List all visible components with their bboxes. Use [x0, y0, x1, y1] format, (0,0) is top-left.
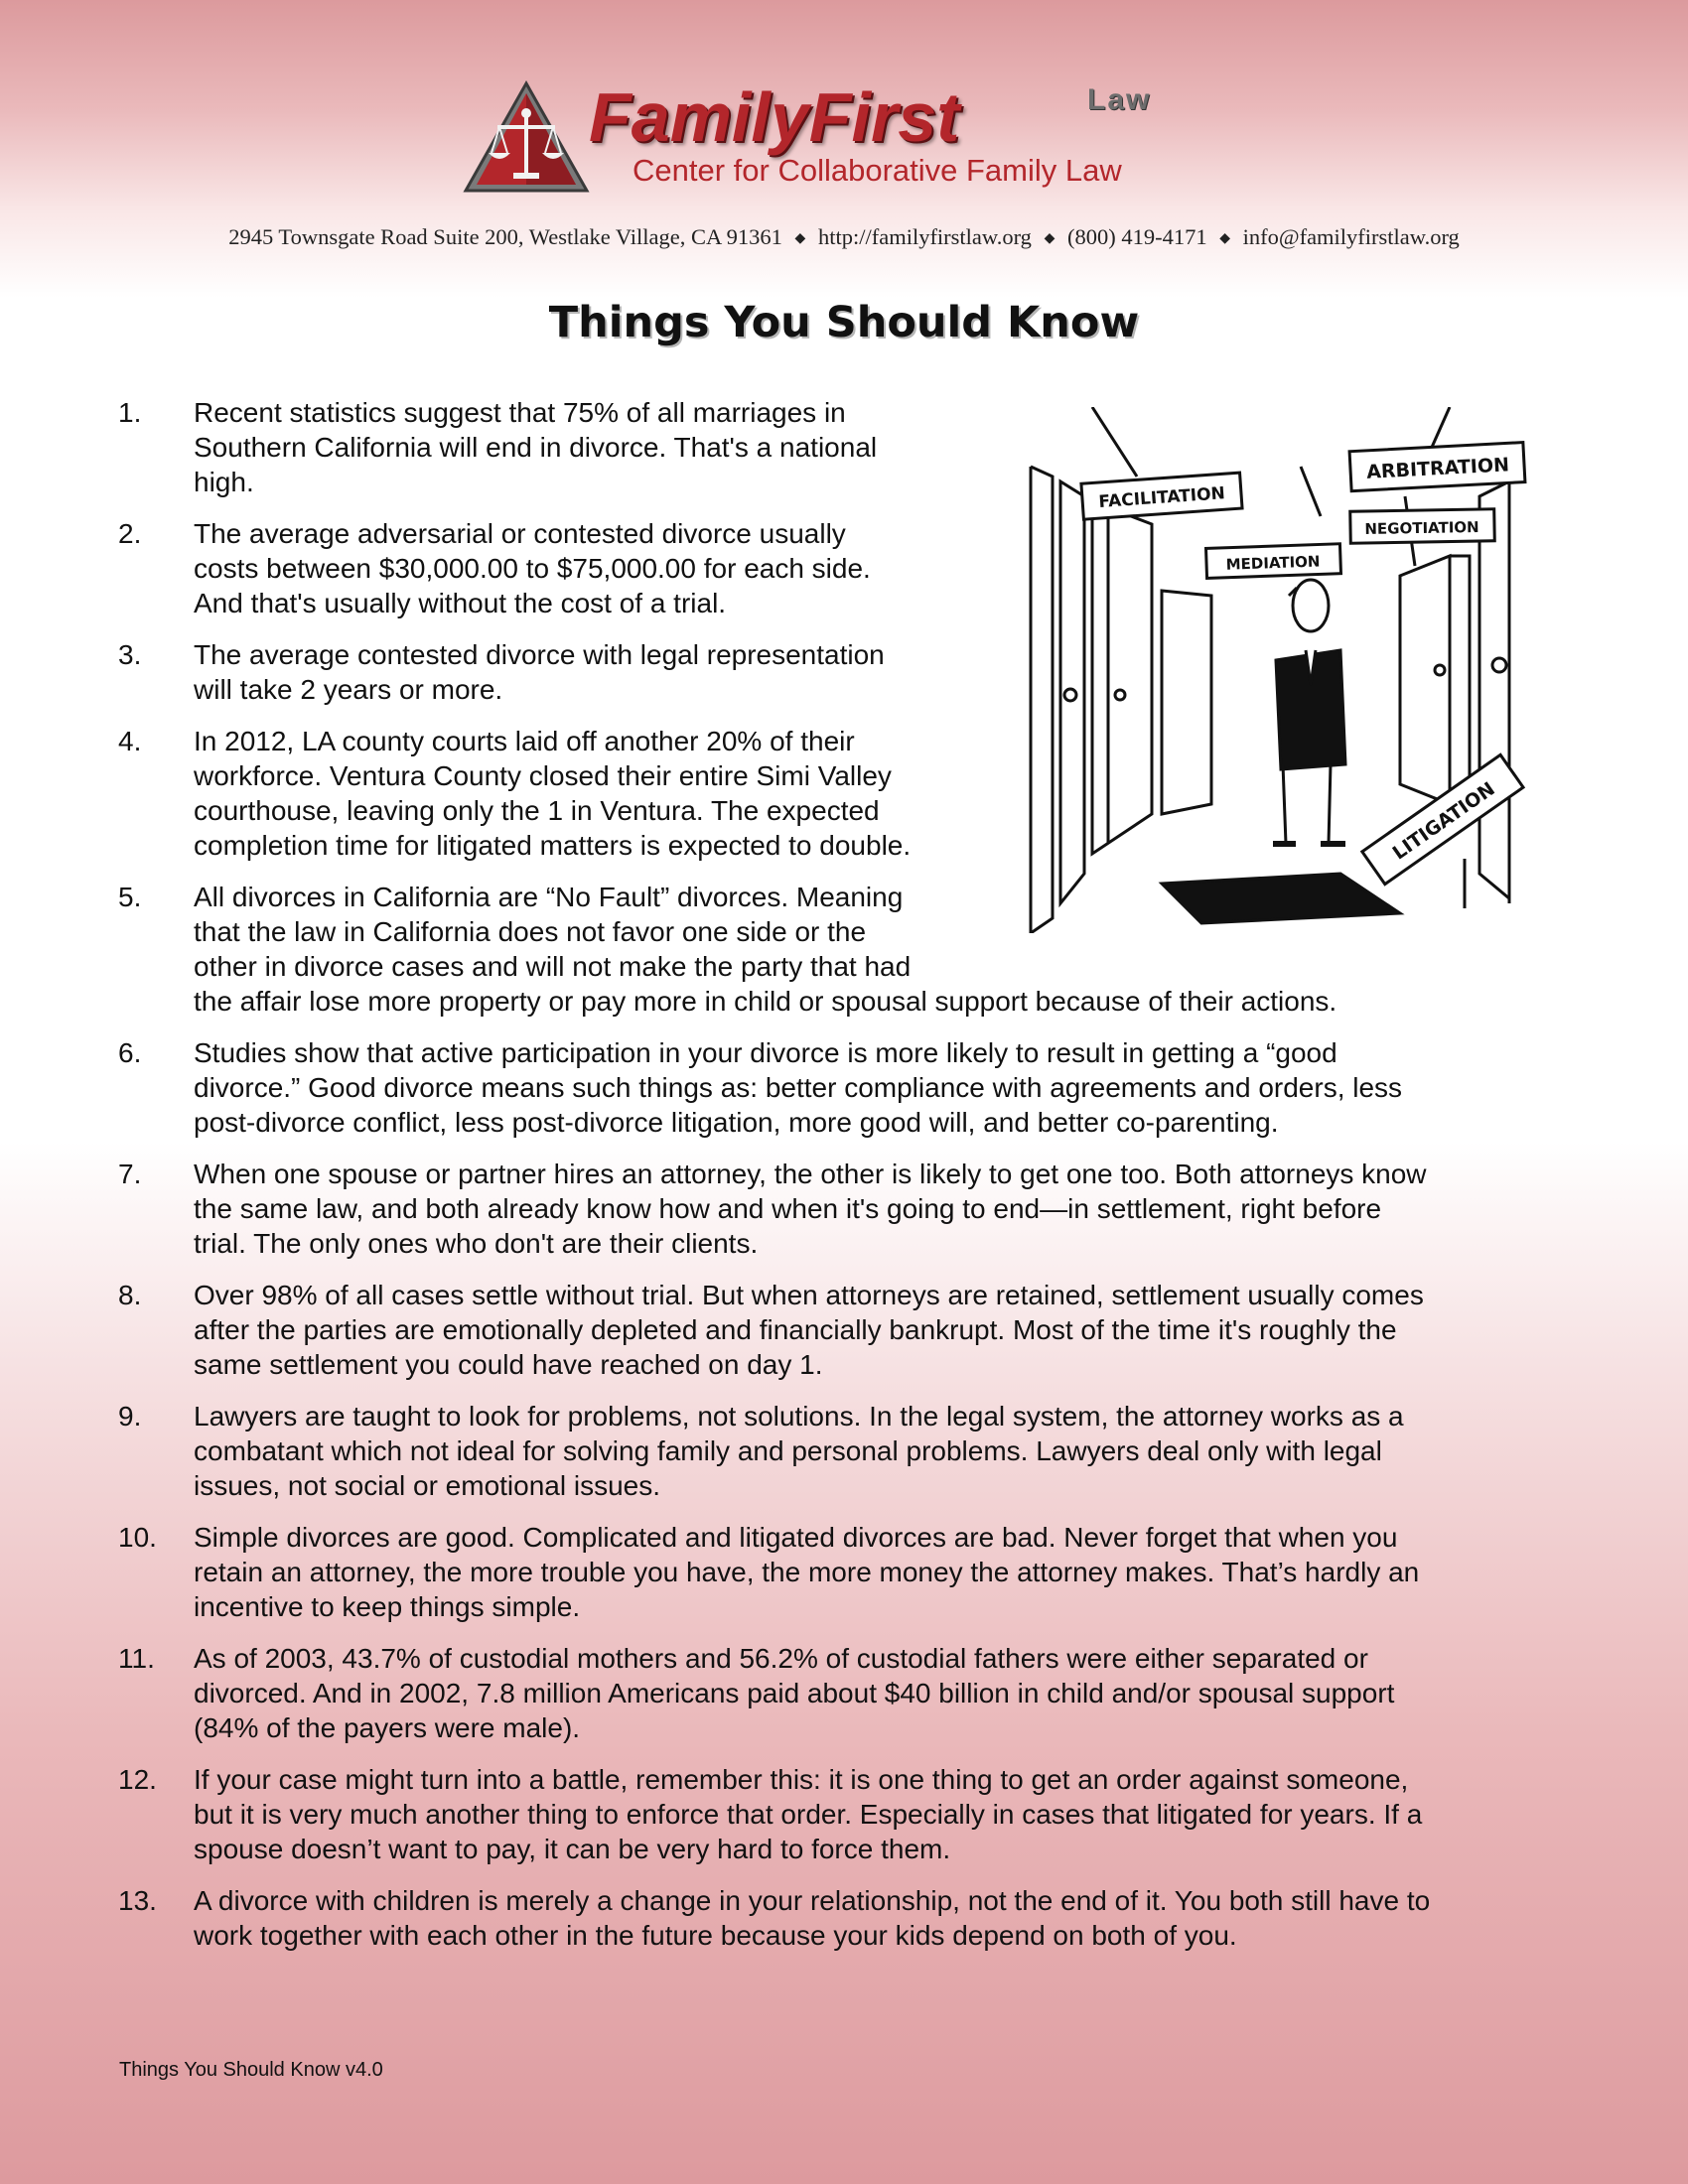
- item-number: 4.: [118, 726, 142, 756]
- item-line: completion time for litigated matters is expected to double.: [194, 830, 912, 861]
- item-line: retain an attorney, the more trouble you have, the more money the attorney makes. That’s hardly an: [194, 1557, 1420, 1587]
- item-line: As of 2003, 43.7% of custodial mothers and 56.2% of custodial fathers were either separated or: [194, 1643, 1368, 1674]
- item-line: will take 2 years or more.: [194, 674, 503, 705]
- item-line: incentive to keep things simple.: [194, 1591, 581, 1622]
- item-line: the same law, and both already know how and when it's going to end—in settlement, right before: [194, 1193, 1382, 1224]
- page-title: Things You Should Know: [548, 298, 1140, 347]
- item-number: 11.: [118, 1643, 155, 1674]
- item-text: [194, 1641, 1394, 1745]
- item-line: same settlement you could have reached on day 1.: [194, 1349, 823, 1380]
- item-text: [194, 637, 885, 707]
- item-line: When one spouse or partner hires an attorney, the other is likely to get one too. Both attorneys know: [194, 1159, 1427, 1189]
- sign-mediation: MEDIATION: [1225, 552, 1321, 574]
- item-line: Simple divorces are good. Complicated and litigated divorces are bad. Never forget that when you: [194, 1522, 1398, 1553]
- item-number: 12.: [118, 1764, 157, 1795]
- item-number: 6.: [118, 1037, 142, 1068]
- item-line: workforce. Ventura County closed their entire Simi Valley: [194, 760, 892, 791]
- email-link[interactable]: info@familyfirstlaw.org: [1242, 224, 1460, 249]
- item-line: the affair lose more property or pay more in child or spousal support because of their actions.: [194, 986, 1337, 1017]
- website-link[interactable]: http://familyfirstlaw.org: [817, 224, 1032, 249]
- item-line: other in divorce cases and will not make the party that had: [194, 951, 912, 982]
- brand-name: FamilyFirst: [589, 78, 960, 156]
- separator-icon: ◆: [1044, 231, 1055, 246]
- separator-icon: ◆: [794, 231, 806, 246]
- item-text: [194, 516, 871, 620]
- item-number: 8.: [118, 1280, 142, 1310]
- item-number: 2.: [118, 518, 142, 549]
- item-line: In 2012, LA county courts laid off another 20% of their: [194, 726, 855, 756]
- item-number: 10.: [118, 1522, 157, 1553]
- tagline: Center for Collaborative Family Law: [633, 153, 1122, 188]
- item-text: [194, 724, 911, 863]
- sign-litigation: LITIGATION: [1388, 777, 1499, 865]
- item-line: The average contested divorce with legal representation: [194, 639, 885, 670]
- item-line: All divorces in California are “No Fault” divorces. Meaning: [194, 882, 904, 912]
- item-line: spouse doesn’t want to pay, it can be very hard to force them.: [194, 1834, 951, 1864]
- separator-icon: ◆: [1219, 231, 1230, 246]
- item-line: courthouse, leaving only the 1 in Ventura. The expected: [194, 795, 880, 826]
- item-number: 3.: [118, 639, 142, 670]
- phone-number: (800) 419-4171: [1066, 224, 1207, 249]
- item-number: 13.: [118, 1885, 157, 1916]
- item-text: [194, 1520, 1419, 1624]
- scales-of-justice-logo-icon: [462, 79, 591, 197]
- item-line: (84% of the payers were male).: [194, 1712, 581, 1743]
- item-line: Recent statistics suggest that 75% of all marriages in: [194, 397, 846, 428]
- item-text: [194, 395, 877, 499]
- item-text: [194, 1278, 1424, 1382]
- item-text: [194, 1762, 1422, 1866]
- item-line: but it is very much another thing to enforce that order. Especially in cases that litigated for years. If a: [194, 1799, 1423, 1830]
- item-line: Southern California will end in divorce. That's a national: [194, 432, 878, 463]
- item-number: 5.: [118, 882, 142, 912]
- item-number: 9.: [118, 1401, 142, 1432]
- item-line: And that's usually without the cost of a trial.: [194, 588, 727, 618]
- item-text: [194, 1399, 1404, 1503]
- item-line: work together with each other in the future because your kids depend on both of you.: [194, 1920, 1237, 1951]
- item-text: [194, 1157, 1427, 1261]
- contact-line: [0, 224, 1688, 250]
- item-text: [194, 1883, 1430, 1953]
- item-number: 7.: [118, 1159, 142, 1189]
- item-line: combatant which not ideal for solving family and personal problems. Lawyers deal only with legal: [194, 1435, 1382, 1466]
- item-line: The average adversarial or contested divorce usually: [194, 518, 846, 549]
- item-line: high.: [194, 467, 254, 497]
- sign-facilitation: FACILITATION: [1097, 483, 1226, 513]
- item-line: after the parties are emotionally depleted and financially bankrupt. Most of the time it's roughly the: [194, 1314, 1397, 1345]
- item-line: Over 98% of all cases settle without trial. But when attorneys are retained, settlement usually comes: [194, 1280, 1424, 1310]
- sign-negotiation: NEGOTIATION: [1364, 517, 1479, 539]
- item-line: If your case might turn into a battle, remember this: it is one thing to get an order against someone,: [194, 1764, 1409, 1795]
- logo: [462, 79, 1216, 199]
- item-line: Lawyers are taught to look for problems, not solutions. In the legal system, the attorney works as a: [194, 1401, 1404, 1432]
- sign-arbitration: ARBITRATION: [1365, 454, 1510, 483]
- item-line: trial. The only ones who don't are their clients.: [194, 1228, 759, 1259]
- item-number: 1.: [118, 397, 142, 428]
- item-line: Studies show that active participation in your divorce is more likely to result in getting a “good: [194, 1037, 1337, 1068]
- item-line: post-divorce conflict, less post-divorce litigation, more good will, and better co-parenting.: [194, 1107, 1279, 1138]
- doors-cartoon-illustration: [1013, 407, 1529, 933]
- item-line: issues, not social or emotional issues.: [194, 1470, 660, 1501]
- item-line: that the law in California does not favor one side or the: [194, 916, 867, 947]
- item-line: A divorce with children is merely a change in your relationship, not the end of it. You both still have to: [194, 1885, 1431, 1916]
- address-text: 2945 Townsgate Road Suite 200, Westlake Village, CA 91361: [228, 224, 782, 249]
- item-line: costs between $30,000.00 to $75,000.00 for each side.: [194, 553, 871, 584]
- item-line: divorced. And in 2002, 7.8 million Americans paid about $40 billion in child and/or spousal support: [194, 1678, 1395, 1708]
- item-text: [194, 1035, 1402, 1140]
- footer-version: Things You Should Know v4.0: [119, 2059, 383, 2081]
- brand-suffix: Law: [1087, 83, 1152, 116]
- item-text: [194, 880, 1336, 1019]
- item-line: divorce.” Good divorce means such things as: better compliance with agreements and orders, less: [194, 1072, 1403, 1103]
